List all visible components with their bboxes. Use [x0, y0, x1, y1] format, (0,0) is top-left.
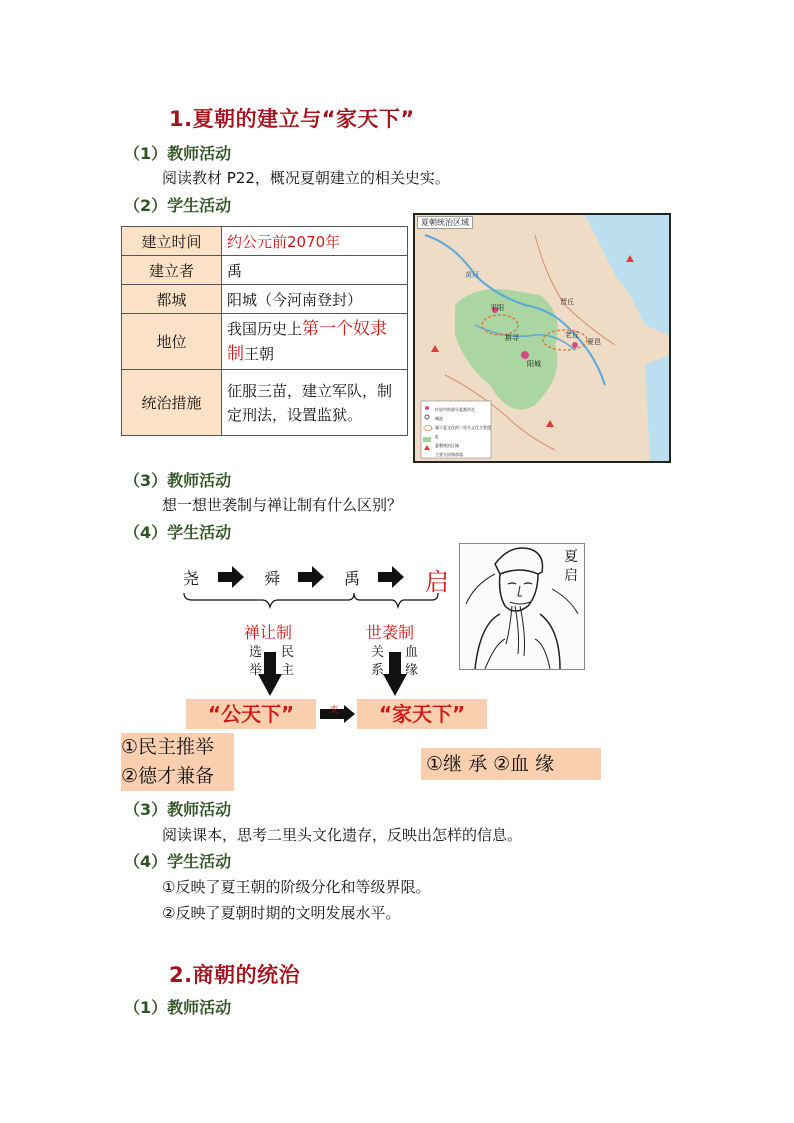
table-value	[222, 314, 408, 370]
shanrang-system-label: 禅让制	[244, 623, 293, 642]
table-value: 禹	[222, 256, 408, 285]
arrow-down-icon	[264, 652, 276, 676]
map-label: 晋丘	[560, 298, 574, 306]
map-label: 平阳	[490, 304, 504, 312]
map-label: 老丘	[565, 331, 579, 339]
shixi-system-label: 世袭制	[366, 623, 415, 642]
shanrang-features-box	[121, 733, 234, 791]
teacher-activity-text-1: 阅读教材 P22，概况夏朝建立的相关史实。	[162, 169, 450, 187]
shixi-features-box: ①继 承 ②血 缘	[421, 748, 601, 780]
status-prefix: 我国历史上	[227, 319, 303, 338]
table-key: 都城	[122, 285, 222, 314]
student-activity-label-1: （2）学生活动	[124, 196, 232, 215]
democracy-label: 民主	[281, 645, 295, 678]
arrow-right-icon	[218, 566, 244, 588]
arrow-right-icon	[378, 566, 404, 588]
brace-icon	[184, 593, 354, 607]
arrow-down-icon	[383, 674, 407, 696]
ruler-yu: 禹	[344, 569, 361, 588]
family-world-box: “家天下”	[357, 699, 487, 729]
table-key: 建立者	[122, 256, 222, 285]
legend-item: 传说中的部分夏都所在	[435, 407, 475, 412]
elect-label: 选举	[249, 645, 263, 678]
table-row	[122, 314, 408, 370]
section2-teacher-activity-label: （1）教师活动	[124, 998, 232, 1017]
map-legend	[435, 405, 491, 459]
blood-label: 血缘	[405, 645, 419, 678]
student-activity-label-3: （4）学生活动	[124, 852, 232, 871]
teacher-activity-label-3: （3）教师活动	[124, 800, 232, 819]
teacher-activity-text-3: 阅读课本，思考二里头文化遗存，反映出怎样的信息。	[162, 826, 523, 844]
table-row	[122, 370, 408, 436]
student-answer-item: ①反映了夏王朝的阶级分化和等级界限。	[162, 878, 431, 896]
arrow-down-icon	[389, 652, 401, 676]
status-highlight: 第一个奴隶制	[227, 318, 388, 364]
teacher-activity-text-2: 想一想世袭制与禅让制有什么区别？	[162, 496, 403, 514]
table-key: 地位	[122, 314, 222, 370]
legend-item: 城池	[435, 416, 443, 421]
map-label: 斟寻	[505, 334, 519, 342]
map-label: 夏邑	[587, 338, 601, 346]
table-row	[122, 256, 408, 285]
section1-title: 1.夏朝的建立与“家天下”	[169, 107, 415, 131]
xia-dynasty-table	[121, 226, 408, 436]
legend-item: 主要方国和部落	[435, 452, 463, 457]
table-row	[122, 227, 408, 256]
legend-item: 夏朝统治区域	[435, 443, 459, 448]
ruler-qi: 启	[425, 568, 449, 596]
portrait-label: 夏启	[564, 549, 578, 584]
change-arrow-icon	[320, 705, 356, 723]
change-label: 变	[330, 705, 338, 714]
map-label: 阳城	[527, 360, 541, 368]
student-activity-label-2: （4）学生活动	[124, 523, 232, 542]
table-value: 阳城（今河南登封）	[222, 285, 408, 314]
relation-label: 关系	[371, 645, 385, 678]
legend-item: 属于夏文化的二里头文化主要遗址	[435, 425, 491, 439]
feature-item: ①民主推举	[121, 736, 215, 758]
brace-icon	[354, 593, 438, 607]
ruler-yao: 尧	[183, 569, 200, 588]
status-suffix: 王朝	[244, 344, 275, 363]
arrow-right-icon	[298, 566, 324, 588]
map-title: 夏朝统治区域	[417, 216, 473, 229]
section2-title: 2.商朝的统治	[169, 963, 301, 987]
feature-item: ②德才兼备	[121, 765, 215, 787]
table-key: 统治措施	[122, 370, 222, 436]
map-label: 黄河	[465, 271, 479, 279]
xia-territory-map	[413, 213, 671, 463]
table-value: 约公元前2070年	[222, 227, 408, 256]
table-key: 建立时间	[122, 227, 222, 256]
teacher-activity-label-2: （3）教师活动	[124, 471, 232, 490]
xia-qi-portrait	[459, 543, 585, 670]
public-world-box: “公天下”	[186, 699, 316, 729]
student-answer-item: ②反映了夏朝时期的文明发展水平。	[162, 904, 401, 922]
teacher-activity-label-1: （1）教师活动	[124, 144, 232, 163]
table-value: 征服三苗，建立军队，制定刑法，设置监狱。	[222, 370, 408, 436]
ruler-shun: 舜	[264, 569, 281, 588]
table-row	[122, 285, 408, 314]
